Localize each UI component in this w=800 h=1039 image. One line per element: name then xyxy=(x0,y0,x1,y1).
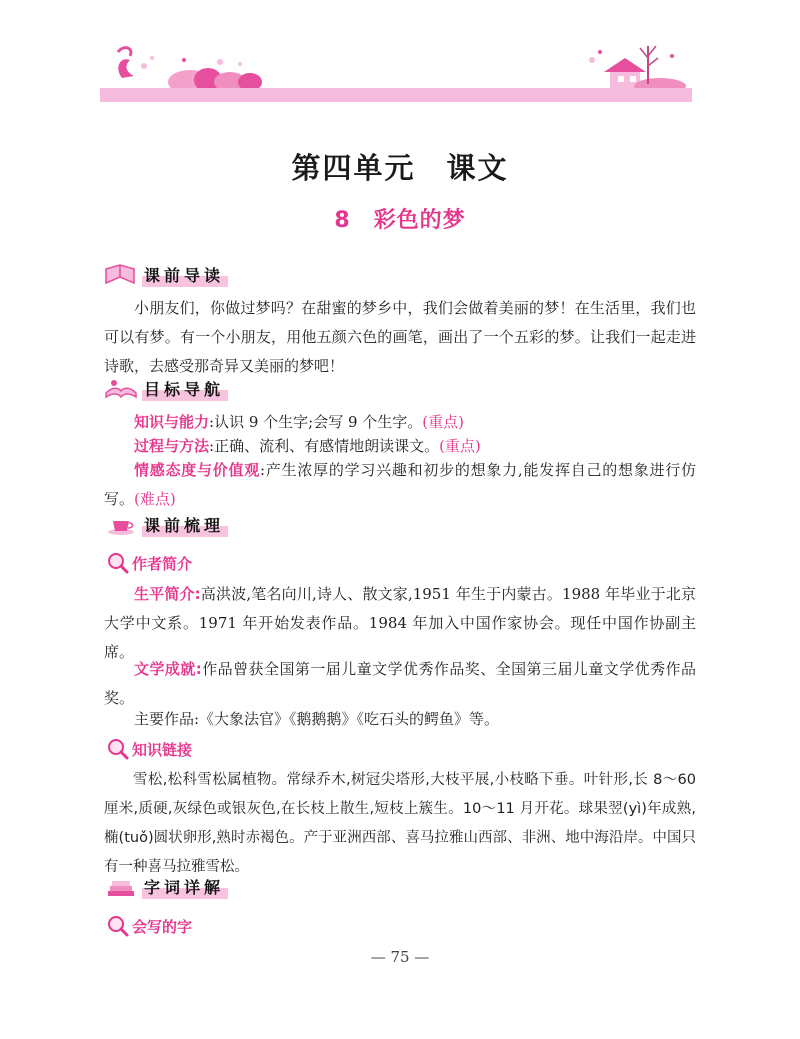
bio-text: 高洪波,笔名向川,诗人、散文家,1951 年生于内蒙古。1988 年毕业于北京大学中文系。1971 年开始发表作品。1984 年加入中国作家协会。现任中国作协副主席。 xyxy=(104,585,696,661)
goal-item-attitude xyxy=(104,456,696,514)
header-banner xyxy=(100,38,692,102)
goal-label: 知识与能力 xyxy=(134,413,210,431)
section-review-heading xyxy=(104,512,228,538)
author-heading-label: 作者简介 xyxy=(132,554,193,573)
page-number: — 75 — xyxy=(370,948,430,966)
link-heading-label: 知识链接 xyxy=(132,740,193,759)
author-works: 主要作品:《大象法官》《鹅鹅鹅》《吃石头的鳄鱼》等。 xyxy=(134,710,500,728)
goal-note: (难点) xyxy=(134,490,176,508)
goal-note: (重点) xyxy=(439,437,481,455)
section-review-label: 课前梳理 xyxy=(142,513,228,537)
banner-bar xyxy=(100,88,692,102)
words-subheading xyxy=(104,914,192,938)
section-words-heading xyxy=(104,874,228,900)
cup-icon xyxy=(104,513,138,537)
goal-text: :正确、流利、有感情地朗读课文。 xyxy=(209,437,440,455)
goal-label: 情感态度与价值观 xyxy=(134,461,261,479)
magnifier-icon xyxy=(104,914,130,938)
open-book-icon xyxy=(104,377,138,401)
link-text: 雪松,松科雪松属植物。常绿乔木,树冠尖塔形,大枝平展,小枝略下垂。叶针形,长 8～60 厘米,质硬,灰绿色或银灰色,在长枝上散生,短枝上簇生。10～11 月开花。球果翌(yì)年成熟,椭(tuǒ)圆状卵形,熟时赤褐色。产于亚洲西部、喜马拉雅山西部、非洲、地中海沿岸。中国只有一种喜马拉雅雪松。 xyxy=(104,772,696,875)
preview-text: 小朋友们，你做过梦吗？在甜蜜的梦乡中，我们会做着美丽的梦！在生活里，我们也可以有梦。有一个小朋友，用他五颜六色的画笔，画出了一个五彩的梦。让我们一起走进诗歌，去感受那奇异又美丽的梦吧！ xyxy=(104,299,696,375)
book-icon xyxy=(104,263,138,287)
link-heading xyxy=(104,737,192,761)
achievement-text: 作品曾获全国第一届儿童文学优秀作品奖、全国第三届儿童文学优秀作品奖。 xyxy=(104,660,696,707)
words-subheading-label: 会写的字 xyxy=(132,917,193,936)
books-stack-icon xyxy=(104,875,138,899)
magnifier-icon xyxy=(104,737,130,761)
goal-text: :产生浓厚的学习兴趣和初步的想象力,能发挥自己的想象进行仿写。 xyxy=(104,461,696,508)
achievement-label: 文学成就: xyxy=(134,660,202,678)
section-preview-label: 课前导读 xyxy=(142,263,228,287)
unit-title: 第四单元 课文 xyxy=(291,151,509,185)
goal-label: 过程与方法 xyxy=(134,437,210,455)
goal-note: (重点) xyxy=(422,413,465,431)
author-heading xyxy=(104,551,192,575)
section-goals-label: 目标导航 xyxy=(142,377,228,401)
lesson-title: 8 彩色的梦 xyxy=(334,208,466,233)
author-bio xyxy=(104,580,696,667)
goal-text: :认识 9 个生字;会写 9 个生字。 xyxy=(209,413,423,431)
section-goals-heading xyxy=(104,376,228,402)
magnifier-icon xyxy=(104,551,130,575)
section-preview-heading xyxy=(104,262,228,288)
section-words-label: 字词详解 xyxy=(142,875,228,899)
bio-label: 生平简介: xyxy=(134,585,201,603)
